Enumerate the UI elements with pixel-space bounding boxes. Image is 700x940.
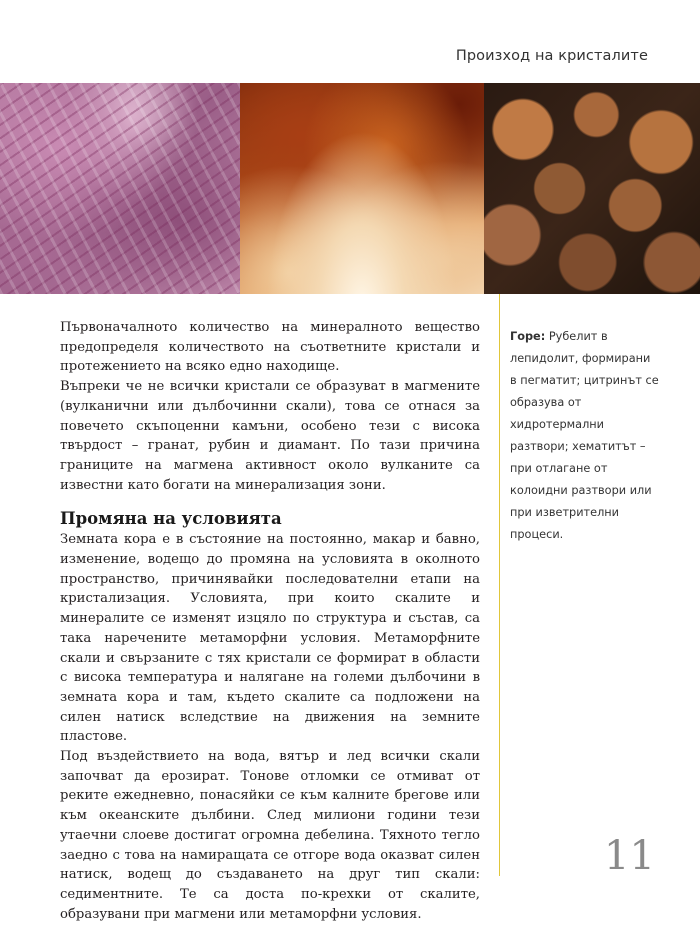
photo-strip <box>0 83 700 294</box>
rubellite-photo <box>0 83 240 294</box>
section-heading: Промяна на условията <box>60 509 282 529</box>
caption-lead: Горе: <box>510 330 546 343</box>
photo-caption <box>510 326 660 546</box>
body-text <box>60 318 480 924</box>
hematite-photo <box>484 83 700 294</box>
caption-divider <box>499 294 500 876</box>
paragraph-2: Въпреки че не всички кристали се образуват в магмените (вулканични или дълбочинни скали), това се отнася за повечето скъпоценни камъни, особено тези с висока твърдост – гранат, рубин и диамант. По тази причина границите на магмена активност около вулканите са известни като богати на минерализация зони. <box>60 379 480 493</box>
caption-text: Рубелит в лепидолит, формирани в пегматит; цитринът се образува от хидротермални разтвори; хематитът – при отлагане от колоидни разтвори или при изветрителни процеси. <box>510 330 659 541</box>
paragraph-4: Под въздействието на вода, вятър и лед всички скали започват да ерозират. Тонове отломки се отмиват от реките ежедневно, понасяйки се към калните брегове или към океанските дълбини. След милиони години тези утаечни слоеве достигат огромна дебелина. Тяхното тегло заедно с това на намиращата се отгоре вода оказват силен натиск, водещ до създаването на друг тип скали: седиментните. Те са доста по-крехки от скалите, образувани при магмени или метаморфни условия. <box>60 749 480 922</box>
paragraph-3: Земната кора е в състояние на постоянно, макар и бавно, изменение, водещо до промяна на условията в околното пространство, причинявайки последователни етапи на кристализация. Условията, при които скалите и минералите се изменят изцяло по структура и състав, са така наречените метаморфни условия. Метаморфните скали и свързаните с тях кристали се формират в области с висока температура и налягане на големи дълбочини в земната кора и там, където скалите са подложени на силен натиск вследствие на движения на земните пластове. <box>60 532 480 745</box>
citrine-photo <box>240 83 484 294</box>
paragraph-1: Първоначалното количество на минералното вещество предопределя количеството на съответните кристали и протежението на всяко едно находище. <box>60 320 480 375</box>
running-head: Произход на кристалите <box>455 48 648 64</box>
page-number: 11 <box>604 833 655 879</box>
